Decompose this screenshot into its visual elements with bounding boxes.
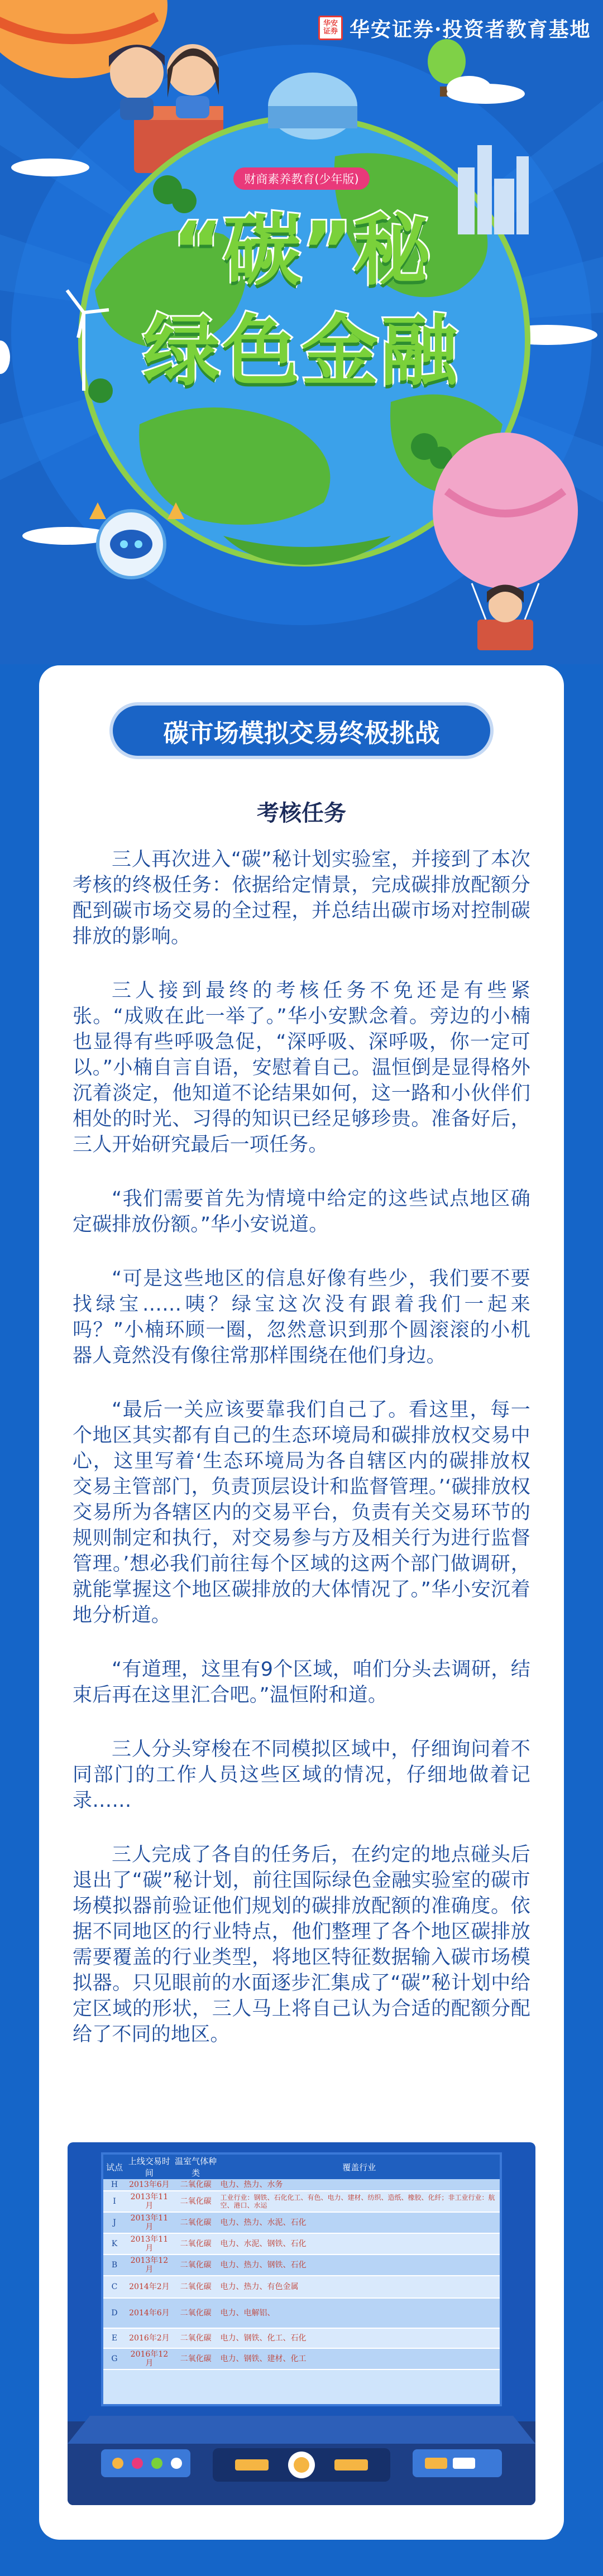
cell-industries: 电力、电解铝、 <box>218 2298 500 2328</box>
cell-date: 2013年12月 <box>126 2254 173 2276</box>
simulator-screen <box>101 2152 502 2406</box>
table-row <box>103 2328 500 2348</box>
cell-date: 2014年2月 <box>126 2276 173 2298</box>
cell-industries: 电力、钢铁、化工、石化 <box>218 2328 500 2348</box>
header-industries: 覆盖行业 <box>218 2155 500 2179</box>
hero-title-line-2: 绿色金融 <box>142 306 460 396</box>
table-row <box>103 2233 500 2254</box>
table-row <box>103 2254 500 2276</box>
table-header-row <box>103 2155 500 2179</box>
header-pilot: 试点 <box>103 2155 126 2179</box>
cell-gas: 二氧化碳 <box>173 2328 219 2348</box>
cell-date: 2016年12月 <box>126 2348 173 2369</box>
cell-date: 2014年6月 <box>126 2298 173 2328</box>
cell-gas: 二氧化碳 <box>173 2233 219 2254</box>
cell-gas: 二氧化碳 <box>173 2276 219 2298</box>
brand-slogan: 华安证券·投资者教育基地 <box>350 17 591 41</box>
cell-date: 2013年11月 <box>126 2233 173 2254</box>
cell-industries: 电力、水泥、钢铁、石化 <box>218 2233 500 2254</box>
content-card <box>39 665 564 2540</box>
cell-date: 2013年6月 <box>126 2179 173 2191</box>
header-date: 上线交易时间 <box>126 2155 173 2179</box>
table-row <box>103 2348 500 2369</box>
cell-pilot: B <box>103 2254 126 2276</box>
cell-gas: 二氧化碳 <box>173 2179 219 2191</box>
dome-illustration <box>268 73 357 140</box>
brand-logo <box>318 12 591 44</box>
cell-gas: 二氧化碳 <box>173 2212 219 2233</box>
control-console <box>68 2405 535 2505</box>
brand-seal-icon: 华安 证券 <box>318 16 343 40</box>
series-badge: 财商素养教育(少年版) <box>233 167 370 190</box>
table-row <box>103 2298 500 2328</box>
cell-gas: 二氧化碳 <box>173 2348 219 2369</box>
card-title: 碳市场模拟交易终极挑战 <box>113 706 490 756</box>
cell-pilot: G <box>103 2348 126 2369</box>
pilot-table <box>103 2155 500 2370</box>
cell-industries: 电力、热力、钢铁、石化 <box>218 2254 500 2276</box>
cell-industries: 电力、热力、水务 <box>218 2179 500 2191</box>
pink-balloon-illustration <box>433 433 578 650</box>
cell-pilot: E <box>103 2328 126 2348</box>
simulator-panel <box>68 2142 535 2505</box>
paragraph: “可是这些地区的信息好像有些少，我们要不要找绿宝……咦？绿宝这次没有跟着我们一起来吗？”小楠环顾一圈，忽然意识到那个圆滚滚的小机器人竟然没有像往常那样围绕在他们身边。 <box>73 1268 530 1367</box>
cell-gas: 二氧化碳 <box>173 2298 219 2328</box>
cell-pilot: I <box>103 2191 126 2212</box>
cell-industries: 电力、热力、水泥、石化 <box>218 2212 500 2233</box>
cell-industries: 电力、钢铁、建材、化工 <box>218 2348 500 2369</box>
table-row <box>103 2276 500 2298</box>
paragraph: “有道理，这里有9个区域，咱们分头去调研，结束后再在这里汇合吧。”温恒附和道。 <box>73 1658 530 1706</box>
cell-industries: 工业行业：钢铁、石化化工、有色、电力、建材、纺织、造纸、橡胶、化纤；非工业行业：航空、港口、水运 <box>218 2191 500 2212</box>
paragraph: “我们需要首先为情境中给定的这些试点地区确定碳排放份额。”华小安说道。 <box>73 1188 530 1236</box>
paragraph: “最后一关应该要靠我们自己了。看这里，每一个地区其实都有自己的生态环境局和碳排放权交易中心，这里写着‘生态环境局为各自辖区内的碳排放权交易主管部门，负责顶层设计和监督管理。’‘碳排放权交易所为各辖区内的交易平台，负责有关交易环节的规则制定和执行，对交易参与方及相关行为进行监督管理。’想必我们前往每个区域的这两个部门做调研，就能掌握这个地区碳排放的大体情况了。”华小安沉着地分析道。 <box>73 1399 530 1627</box>
story-text <box>73 847 530 2076</box>
cell-pilot: K <box>103 2233 126 2254</box>
cell-pilot: H <box>103 2179 126 2191</box>
table-row <box>103 2179 500 2191</box>
cell-pilot: C <box>103 2276 126 2298</box>
paragraph: 三人接到最终的考核任务不免还是有些紧张。“成败在此一举了。”华小安默念着。旁边的小楠也显得有些呼吸急促，“深呼吸、深呼吸，你一定可以。”小楠自言自语，安慰着自己。温恒倒是显得格外沉着淡定，他知道不论结果如何，这一路和小伙伴们相处的时光、习得的知识已经足够珍贵。准备好后，三人开始研究最后一项任务。 <box>73 980 530 1156</box>
dial-icon <box>288 2452 315 2478</box>
hero-banner <box>0 0 603 664</box>
paragraph: 三人分头穿梭在不同模拟区域中，仔细询问着不同部门的工作人员这些区域的情况，仔细地做着记录…… <box>73 1738 530 1812</box>
table-row <box>103 2191 500 2212</box>
paragraph: 三人再次进入“碳”秘计划实验室，并接到了本次考核的终极任务：依据给定情景，完成碳排放配额分配到碳市场交易的全过程，并总结出碳市场对控制碳排放的影响。 <box>73 848 530 948</box>
cell-date: 2013年11月 <box>126 2191 173 2212</box>
paragraph: 三人完成了各自的任务后，在约定的地点碰头后退出了“碳”秘计划，前往国际绿色金融实验室的碳市场模拟器前验证他们规划的碳排放配额的准确度。依据不同地区的行业特点，他们整理了各个地区碳排放需要覆盖的行业类型，将地区特征数据输入碳市场模拟器。只见眼前的水面逐步汇集成了“碳”秘计划中给定区域的形状，三人马上将自己认为合适的配额分配给了不同的地区。 <box>73 1844 530 2046</box>
section-heading: 考核任务 <box>257 800 346 826</box>
hero-title-line-1: “碳”秘 <box>171 205 432 296</box>
cell-date: 2016年2月 <box>126 2328 173 2348</box>
table-row <box>103 2212 500 2233</box>
cell-pilot: D <box>103 2298 126 2328</box>
cell-gas: 二氧化碳 <box>173 2254 219 2276</box>
cell-gas: 二氧化碳 <box>173 2191 219 2212</box>
cell-date: 2013年11月 <box>126 2212 173 2233</box>
cell-pilot: J <box>103 2212 126 2233</box>
cell-industries: 电力、热力、有色金属 <box>218 2276 500 2298</box>
header-gas: 温室气体种类 <box>173 2155 219 2179</box>
